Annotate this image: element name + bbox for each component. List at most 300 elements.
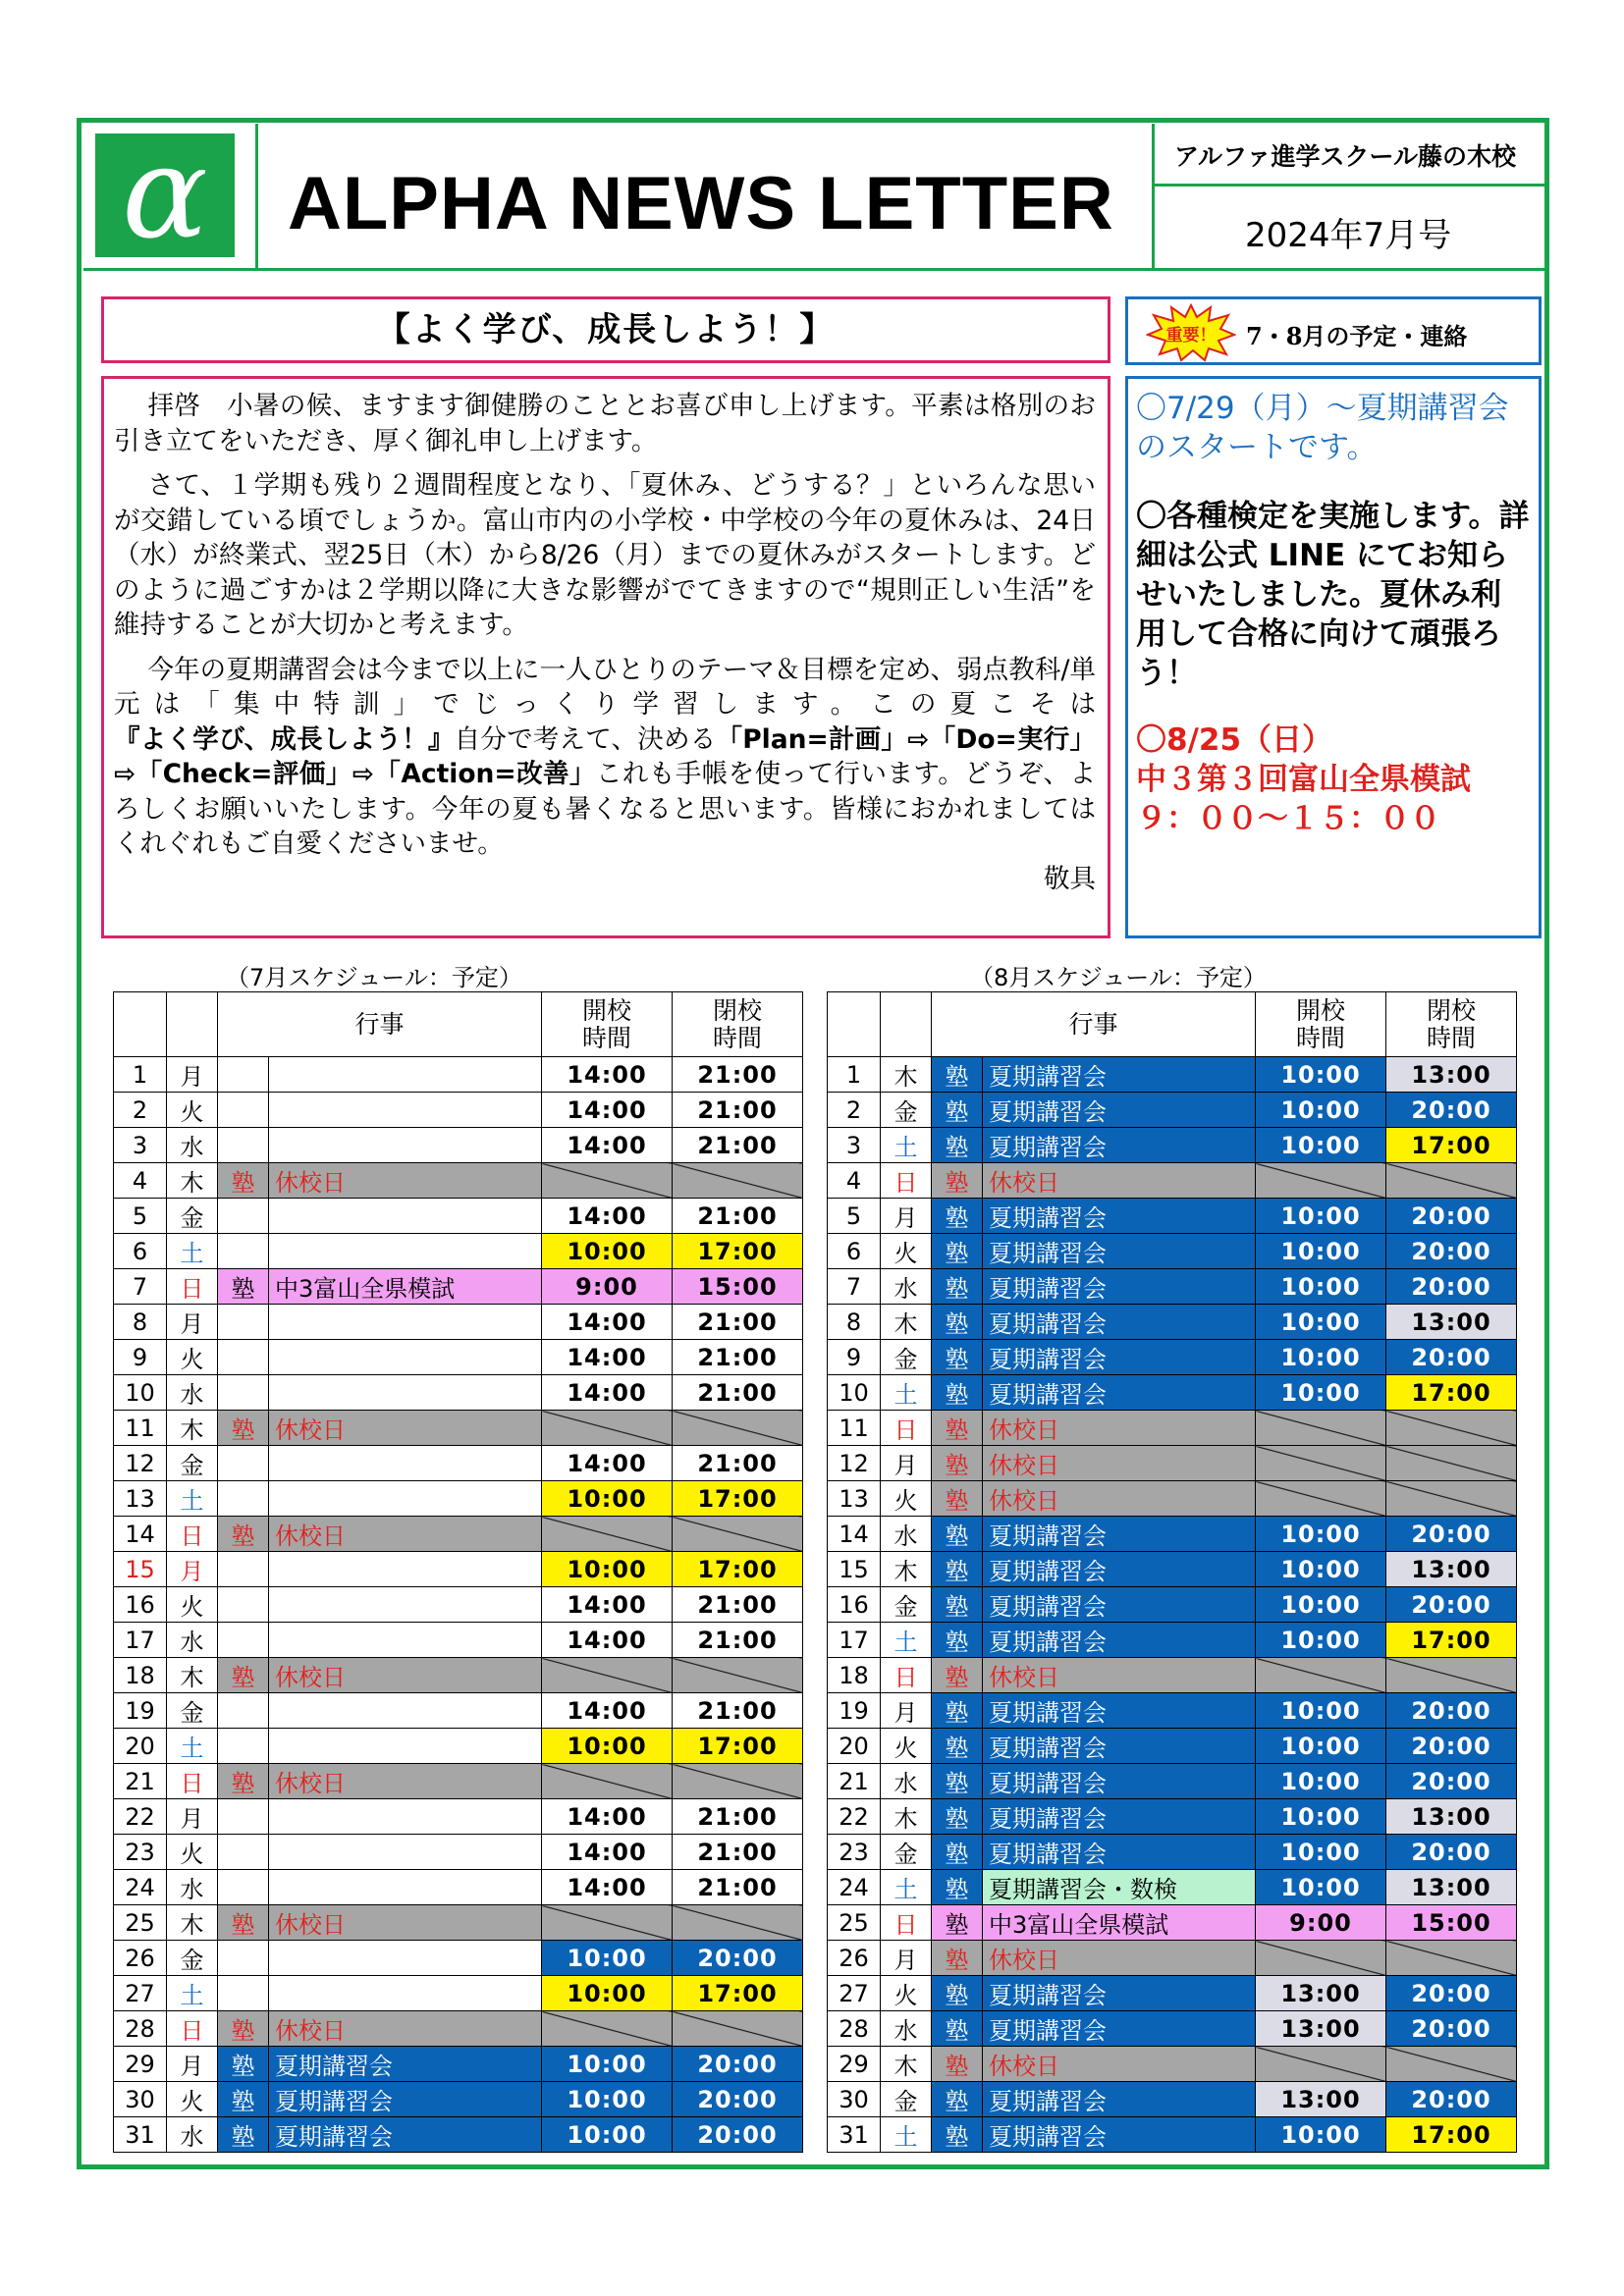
- open-time: 13:00: [1256, 2082, 1386, 2117]
- event-name: [269, 1057, 542, 1093]
- schedule-row: [828, 1517, 1517, 1552]
- open-time: 14:00: [542, 1835, 673, 1870]
- schedule-row: [828, 1199, 1517, 1234]
- juku-mark: [218, 1446, 269, 1481]
- schedule-row: [828, 1411, 1517, 1446]
- closing-word: 敬具: [1044, 863, 1096, 894]
- weekday: 月: [167, 1552, 218, 1587]
- schedule-row: [114, 1057, 803, 1093]
- weekday: 木: [167, 1163, 218, 1199]
- event-name: [269, 1799, 542, 1835]
- weekday: 火: [881, 1976, 932, 2011]
- schedule-row: [114, 1658, 803, 1693]
- important-burst-icon: [1146, 303, 1236, 362]
- day-number: 20: [114, 1729, 167, 1764]
- pdca-text: 「Plan=計画」⇨「Do=実行」⇨「Check=評価」⇨「Action=改善」: [114, 723, 1096, 789]
- event-name: 休校日: [269, 1905, 542, 1941]
- weekday: 木: [881, 1799, 932, 1835]
- notice-header: [1125, 296, 1542, 365]
- event-name: 休校日: [269, 1764, 542, 1799]
- close-time: 20:00: [1386, 1976, 1517, 2011]
- event-name: 夏期講習会: [983, 1340, 1256, 1375]
- day-number: 14: [114, 1517, 167, 1552]
- close-time: 21:00: [673, 1057, 803, 1093]
- open-time: 14:00: [542, 1799, 673, 1835]
- header-event: 行事: [932, 992, 1256, 1057]
- close-time: [1386, 1446, 1517, 1481]
- close-time: 20:00: [1386, 2011, 1517, 2047]
- schedule-row: [114, 1799, 803, 1835]
- open-time: 14:00: [542, 1375, 673, 1411]
- day-number: 11: [114, 1411, 167, 1446]
- july-schedule-table: [113, 991, 803, 2153]
- event-name: 夏期講習会: [983, 1552, 1256, 1587]
- close-time: 20:00: [1386, 1234, 1517, 1269]
- juku-mark: 塾: [932, 1799, 983, 1835]
- event-name: 夏期講習会: [983, 1199, 1256, 1234]
- open-time: 14:00: [542, 1340, 673, 1375]
- day-number: 27: [828, 1976, 881, 2011]
- day-number: 24: [114, 1870, 167, 1905]
- weekday: 木: [167, 1411, 218, 1446]
- juku-mark: [218, 1976, 269, 2011]
- open-time: 10:00: [1256, 1693, 1386, 1729]
- day-number: 28: [114, 2011, 167, 2047]
- weekday: 土: [167, 1234, 218, 1269]
- notice-body: [1125, 376, 1542, 938]
- schedule-row: [828, 2117, 1517, 2153]
- schedule-row: [828, 1976, 1517, 2011]
- day-number: 31: [114, 2117, 167, 2153]
- open-time: [1256, 1941, 1386, 1976]
- schedule-row: [828, 2082, 1517, 2117]
- juku-mark: 塾: [932, 1729, 983, 1764]
- weekday: 火: [167, 1093, 218, 1128]
- close-time: 13:00: [1386, 1870, 1517, 1905]
- juku-mark: 塾: [932, 2047, 983, 2082]
- close-time: 21:00: [673, 1305, 803, 1340]
- juku-mark: [218, 1128, 269, 1163]
- close-time: 15:00: [1386, 1905, 1517, 1941]
- day-number: 18: [828, 1658, 881, 1693]
- close-time: [673, 1517, 803, 1552]
- juku-mark: 塾: [932, 1128, 983, 1163]
- weekday: 水: [167, 1623, 218, 1658]
- close-time: 17:00: [673, 1729, 803, 1764]
- open-time: 14:00: [542, 1305, 673, 1340]
- header-open-time: 開校 時間: [1256, 992, 1386, 1057]
- juku-mark: 塾: [932, 1552, 983, 1587]
- event-name: 夏期講習会: [983, 1128, 1256, 1163]
- weekday: 金: [167, 1199, 218, 1234]
- close-time: [1386, 1941, 1517, 1976]
- juku-mark: 塾: [218, 1905, 269, 1941]
- day-number: 6: [828, 1234, 881, 1269]
- close-time: 21:00: [673, 1340, 803, 1375]
- juku-mark: 塾: [218, 2011, 269, 2047]
- day-number: 23: [114, 1835, 167, 1870]
- title-box: [258, 124, 1155, 271]
- school-box: [1155, 124, 1544, 187]
- event-name: 夏期講習会: [269, 2047, 542, 2082]
- open-time: 10:00: [1256, 1623, 1386, 1658]
- header-close-time: 閉校 時間: [673, 992, 803, 1057]
- august-caption: （8月スケジュール：予定）: [970, 964, 1267, 991]
- close-time: 20:00: [1386, 1729, 1517, 1764]
- event-name: 休校日: [269, 1411, 542, 1446]
- weekday: 火: [881, 1729, 932, 1764]
- schedule-row: [828, 1693, 1517, 1729]
- close-time: 17:00: [1386, 1623, 1517, 1658]
- juku-mark: [218, 1057, 269, 1093]
- weekday: 火: [881, 1481, 932, 1517]
- event-name: [269, 1623, 542, 1658]
- juku-mark: 塾: [932, 1411, 983, 1446]
- weekday: 土: [881, 1375, 932, 1411]
- close-time: 21:00: [673, 1693, 803, 1729]
- event-name: [269, 1199, 542, 1234]
- event-name: [269, 1941, 542, 1976]
- close-time: [673, 1163, 803, 1199]
- event-name: [269, 1729, 542, 1764]
- event-name: [269, 1446, 542, 1481]
- juku-mark: 塾: [932, 1340, 983, 1375]
- weekday: 木: [881, 2047, 932, 2082]
- day-number: 21: [828, 1764, 881, 1799]
- day-number: 7: [828, 1269, 881, 1305]
- schedule-row: [828, 1481, 1517, 1517]
- schedule-row: [114, 1093, 803, 1128]
- day-number: 12: [114, 1446, 167, 1481]
- day-number: 1: [828, 1057, 881, 1093]
- greeting-paragraph: 拝啓 小暑の候、ますます御健勝のこととお喜び申し上げます。平素は格別のお引き立てをいただき、厚く御礼申し上げます。: [114, 391, 1096, 456]
- event-name: 夏期講習会: [983, 1799, 1256, 1835]
- juku-mark: 塾: [932, 1446, 983, 1481]
- day-number: 22: [114, 1799, 167, 1835]
- mock-exam-title: 中３第３回富山全県模試: [1136, 762, 1471, 797]
- weekday: 火: [167, 1587, 218, 1623]
- course-slogan: 『よく学び、成長しよう！』: [114, 723, 455, 755]
- schedule-row: [828, 2011, 1517, 2047]
- weekday: 土: [167, 1729, 218, 1764]
- mock-exam-time: ９：００～１５：００: [1136, 801, 1440, 836]
- event-name: [269, 1587, 542, 1623]
- weekday: 水: [167, 1375, 218, 1411]
- close-time: 21:00: [673, 1623, 803, 1658]
- close-time: 20:00: [1386, 1764, 1517, 1799]
- close-time: 20:00: [673, 2047, 803, 2082]
- juku-mark: 塾: [218, 1658, 269, 1693]
- schedule-row: [114, 1587, 803, 1623]
- open-time: 10:00: [542, 1481, 673, 1517]
- open-time: 10:00: [542, 1552, 673, 1587]
- day-number: 4: [828, 1163, 881, 1199]
- open-time: 14:00: [542, 1870, 673, 1905]
- juku-mark: [218, 1587, 269, 1623]
- weekday: 月: [881, 1199, 932, 1234]
- juku-mark: 塾: [218, 2117, 269, 2153]
- schedule-row: [114, 1269, 803, 1305]
- day-number: 13: [114, 1481, 167, 1517]
- weekday: 火: [167, 1835, 218, 1870]
- open-time: 10:00: [1256, 1587, 1386, 1623]
- event-name: 夏期講習会・数検: [983, 1870, 1256, 1905]
- juku-mark: 塾: [218, 2082, 269, 2117]
- header-event: 行事: [218, 992, 542, 1057]
- close-time: 20:00: [1386, 1835, 1517, 1870]
- weekday: 月: [167, 1799, 218, 1835]
- weekday: 木: [881, 1057, 932, 1093]
- open-time: 14:00: [542, 1128, 673, 1163]
- day-number: 3: [114, 1128, 167, 1163]
- juku-mark: 塾: [932, 1057, 983, 1093]
- close-time: 21:00: [673, 1093, 803, 1128]
- schedule-row: [114, 1446, 803, 1481]
- open-time: 10:00: [1256, 1128, 1386, 1163]
- event-name: 夏期講習会: [983, 1305, 1256, 1340]
- alpha-logo: α: [95, 133, 235, 257]
- juku-mark: 塾: [218, 1163, 269, 1199]
- day-number: 4: [114, 1163, 167, 1199]
- close-time: [673, 1658, 803, 1693]
- schedule-row: [828, 1340, 1517, 1375]
- weekday: 土: [881, 1128, 932, 1163]
- weekday: 金: [167, 1446, 218, 1481]
- course-paragraph: [114, 653, 1096, 862]
- open-time: [1256, 1481, 1386, 1517]
- schedule-row: [114, 1481, 803, 1517]
- open-time: 10:00: [1256, 1764, 1386, 1799]
- close-time: 20:00: [673, 2082, 803, 2117]
- weekday: 木: [881, 1552, 932, 1587]
- school-name: アルファ進学スクール藤の木校: [1174, 142, 1517, 171]
- open-time: 10:00: [1256, 1517, 1386, 1552]
- event-name: [269, 1835, 542, 1870]
- juku-mark: 塾: [932, 1941, 983, 1976]
- open-time: [542, 1658, 673, 1693]
- schedule-row: [114, 1764, 803, 1799]
- open-time: 14:00: [542, 1199, 673, 1234]
- juku-mark: [218, 1870, 269, 1905]
- open-time: 10:00: [542, 1234, 673, 1269]
- juku-mark: 塾: [932, 1234, 983, 1269]
- close-time: 20:00: [673, 1941, 803, 1976]
- day-number: 26: [114, 1941, 167, 1976]
- day-number: 30: [828, 2082, 881, 2117]
- open-time: 10:00: [1256, 1093, 1386, 1128]
- event-name: [269, 1128, 542, 1163]
- close-time: 21:00: [673, 1799, 803, 1835]
- schedule-row: [114, 1870, 803, 1905]
- day-number: 29: [828, 2047, 881, 2082]
- schedule-row: [114, 1552, 803, 1587]
- event-name: 休校日: [983, 1658, 1256, 1693]
- close-time: 13:00: [1386, 1305, 1517, 1340]
- notice-item-summer-start: 〇7/29（月）～夏期講習会のスタートです。: [1136, 391, 1509, 465]
- weekday: 水: [881, 1517, 932, 1552]
- day-number: 19: [828, 1693, 881, 1729]
- juku-mark: [218, 1305, 269, 1340]
- close-time: 17:00: [673, 1976, 803, 2011]
- event-name: [269, 1305, 542, 1340]
- open-time: 10:00: [1256, 1057, 1386, 1093]
- open-time: [542, 2011, 673, 2047]
- open-time: [1256, 1163, 1386, 1199]
- event-name: 休校日: [269, 1163, 542, 1199]
- juku-mark: 塾: [932, 1658, 983, 1693]
- day-number: 25: [828, 1905, 881, 1941]
- open-time: 9:00: [1256, 1905, 1386, 1941]
- day-number: 14: [828, 1517, 881, 1552]
- day-number: 23: [828, 1835, 881, 1870]
- open-time: [542, 1411, 673, 1446]
- event-name: 休校日: [983, 1481, 1256, 1517]
- schedule-header-row: [828, 992, 1517, 1057]
- open-time: 9:00: [542, 1269, 673, 1305]
- august-schedule-table: [827, 991, 1517, 2153]
- juku-mark: [218, 1693, 269, 1729]
- schedule-row: [828, 1941, 1517, 1976]
- schedule-row: [114, 1128, 803, 1163]
- weekday: 火: [881, 1234, 932, 1269]
- weekday: 月: [881, 1693, 932, 1729]
- schedule-row: [828, 1870, 1517, 1905]
- juku-mark: 塾: [932, 1764, 983, 1799]
- schedule-row: [114, 2117, 803, 2153]
- weekday: 土: [881, 1623, 932, 1658]
- juku-mark: 塾: [932, 1375, 983, 1411]
- close-time: [1386, 1163, 1517, 1199]
- issue-box: [1155, 187, 1544, 271]
- weekday: 月: [881, 1941, 932, 1976]
- schedule-row: [828, 1269, 1517, 1305]
- open-time: 10:00: [542, 1729, 673, 1764]
- weekday: 日: [167, 2011, 218, 2047]
- open-time: 10:00: [1256, 1799, 1386, 1835]
- day-number: 19: [114, 1693, 167, 1729]
- juku-mark: [218, 1481, 269, 1517]
- schedule-row: [114, 1517, 803, 1552]
- course-text-a: 今年の夏期講習会は今まで以上に一人ひとりのテーマ＆目標を定め、弱点教科/単元は「集中特訓」でじっくり学習します。この夏こそは: [114, 654, 1096, 720]
- schedule-row: [828, 1764, 1517, 1799]
- event-name: 夏期講習会: [983, 1623, 1256, 1658]
- close-time: 20:00: [1386, 1199, 1517, 1234]
- open-time: 13:00: [1256, 2011, 1386, 2047]
- event-name: 夏期講習会: [983, 1976, 1256, 2011]
- logo-box: [83, 118, 258, 271]
- schedule-row: [828, 1163, 1517, 1199]
- day-number: 31: [828, 2117, 881, 2153]
- badge-label: 重要！: [1165, 326, 1217, 346]
- close-time: 17:00: [1386, 2117, 1517, 2153]
- close-time: 17:00: [1386, 1375, 1517, 1411]
- schedule-row: [114, 1234, 803, 1269]
- juku-mark: 塾: [932, 1693, 983, 1729]
- weekday: 日: [167, 1764, 218, 1799]
- open-time: 10:00: [542, 2047, 673, 2082]
- weekday: 火: [167, 2082, 218, 2117]
- weekday: 水: [167, 1870, 218, 1905]
- close-time: 20:00: [1386, 1093, 1517, 1128]
- day-number: 10: [828, 1375, 881, 1411]
- day-number: 28: [828, 2011, 881, 2047]
- weekday: 木: [167, 1658, 218, 1693]
- article-title-box: [101, 296, 1110, 363]
- open-time: 10:00: [1256, 1340, 1386, 1375]
- day-number: 20: [828, 1729, 881, 1764]
- close-time: 17:00: [1386, 1128, 1517, 1163]
- event-name: 夏期講習会: [983, 1057, 1256, 1093]
- juku-mark: [218, 1340, 269, 1375]
- day-number: 2: [114, 1093, 167, 1128]
- event-name: 休校日: [983, 1446, 1256, 1481]
- schedule-row: [828, 1587, 1517, 1623]
- mock-exam-date: 〇8/25（日）: [1136, 722, 1333, 758]
- event-name: [269, 1870, 542, 1905]
- close-time: 21:00: [673, 1375, 803, 1411]
- weekday: 水: [881, 2011, 932, 2047]
- schedule-row: [114, 2047, 803, 2082]
- day-number: 25: [114, 1905, 167, 1941]
- event-name: 休校日: [983, 2047, 1256, 2082]
- open-time: [542, 1905, 673, 1941]
- open-time: 10:00: [542, 2117, 673, 2153]
- juku-mark: 塾: [218, 1517, 269, 1552]
- weekday: 金: [881, 1340, 932, 1375]
- day-number: 27: [114, 1976, 167, 2011]
- open-time: 10:00: [1256, 1234, 1386, 1269]
- event-name: 夏期講習会: [983, 1234, 1256, 1269]
- open-time: [1256, 1411, 1386, 1446]
- event-name: 夏期講習会: [983, 1517, 1256, 1552]
- schedule-row: [828, 1905, 1517, 1941]
- schedule-row: [828, 1835, 1517, 1870]
- close-time: 21:00: [673, 1870, 803, 1905]
- juku-mark: 塾: [932, 1199, 983, 1234]
- event-name: 夏期講習会: [983, 1269, 1256, 1305]
- weekday: 火: [167, 1340, 218, 1375]
- event-name: 休校日: [269, 2011, 542, 2047]
- juku-mark: 塾: [932, 1870, 983, 1905]
- header-weekday: [167, 992, 218, 1057]
- close-time: 21:00: [673, 1835, 803, 1870]
- newsletter-title: ALPHA NEWS LETTER: [288, 162, 1114, 245]
- weekday: 日: [881, 1163, 932, 1199]
- weekday: 水: [167, 1128, 218, 1163]
- schedule-row: [828, 1799, 1517, 1835]
- day-number: 22: [828, 1799, 881, 1835]
- weekday: 日: [167, 1269, 218, 1305]
- close-time: [1386, 1481, 1517, 1517]
- summer-paragraph: さて、１学期も残り２週間程度となり、「夏休み、どうする？」といろんな思いが交錯している頃でしょうか。富山市内の小学校・中学校の今年の夏休みは、24日（水）が終業式、翌25日（木）から8/26（月）までの夏休みがスタートします。どのように過ごすかは２学期以降に大きな影響がでてきますので“規則正しい生活”を維持することが大切かと考えます。: [114, 470, 1096, 640]
- open-time: 14:00: [542, 1446, 673, 1481]
- schedule-row: [114, 2082, 803, 2117]
- close-time: 20:00: [673, 2117, 803, 2153]
- day-number: 9: [114, 1340, 167, 1375]
- day-number: 7: [114, 1269, 167, 1305]
- event-name: [269, 1552, 542, 1587]
- event-name: 休校日: [269, 1517, 542, 1552]
- close-time: 20:00: [1386, 1269, 1517, 1305]
- schedule-row: [114, 1305, 803, 1340]
- day-number: 29: [114, 2047, 167, 2082]
- open-time: 10:00: [1256, 1835, 1386, 1870]
- day-number: 2: [828, 1093, 881, 1128]
- day-number: 12: [828, 1446, 881, 1481]
- juku-mark: 塾: [932, 1269, 983, 1305]
- open-time: 10:00: [1256, 1552, 1386, 1587]
- juku-mark: 塾: [932, 2082, 983, 2117]
